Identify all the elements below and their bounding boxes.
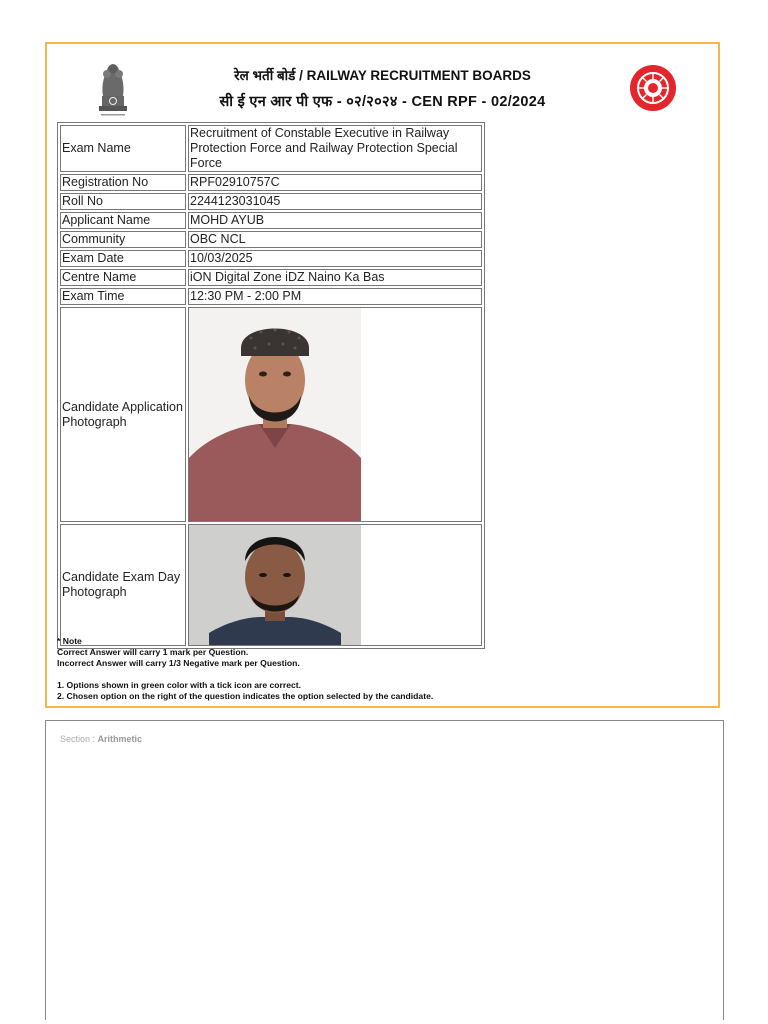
info-value: 12:30 PM - 2:00 PM — [188, 288, 482, 305]
info-value: 2244123031045 — [188, 193, 482, 210]
info-key: Community — [60, 231, 186, 248]
note-line: Correct Answer will carry 1 mark per Question. — [57, 647, 249, 657]
notes-heading: * Note — [57, 636, 82, 646]
info-value: MOHD AYUB — [188, 212, 482, 229]
info-key: Roll No — [60, 193, 186, 210]
table-row — [60, 524, 482, 646]
section-prefix: Section : — [60, 734, 98, 744]
notes-block — [57, 636, 433, 702]
table-row — [60, 193, 482, 210]
photo1-label: Candidate Application Photograph — [60, 307, 186, 522]
exam-day-photo — [189, 525, 361, 645]
table-row — [60, 269, 482, 286]
info-key: Applicant Name — [60, 212, 186, 229]
note-line: 1. Options shown in green color with a tick icon are correct. — [57, 680, 302, 690]
info-key: Exam Name — [60, 125, 186, 172]
info-value: OBC NCL — [188, 231, 482, 248]
section-label — [60, 734, 142, 744]
table-row — [60, 250, 482, 267]
application-photo — [189, 308, 361, 521]
info-value: 10/03/2025 — [188, 250, 482, 267]
info-value: iON Digital Zone iDZ Naino Ka Bas — [188, 269, 482, 286]
application-photo-cell — [188, 307, 482, 522]
board-title: रेल भर्ती बोर्ड / RAILWAY RECRUITMENT BOARDS — [234, 68, 531, 83]
exam-code-title: सी ई एन आर पी एफ - ०२/२०२४ - CEN RPF - 02/2024 — [219, 94, 546, 110]
section-panel — [45, 720, 724, 1020]
table-row — [60, 174, 482, 191]
table-row — [60, 212, 482, 229]
candidate-info-table — [57, 122, 485, 649]
note-line: 2. Chosen option on the right of the question indicates the option selected by the candidate. — [57, 691, 434, 701]
info-key: Registration No — [60, 174, 186, 191]
railway-logo-icon — [629, 64, 677, 112]
info-value: RPF02910757C — [188, 174, 482, 191]
response-sheet-card — [45, 42, 720, 708]
info-key: Centre Name — [60, 269, 186, 286]
table-row — [60, 125, 482, 172]
info-key: Exam Time — [60, 288, 186, 305]
info-value: Recruitment of Constable Executive in Railway Protection Force and Railway Protection Special Force — [188, 125, 482, 172]
exam-day-photo-cell — [188, 524, 482, 646]
note-line: Incorrect Answer will carry 1/3 Negative mark per Question. — [57, 658, 300, 668]
section-name: Arithmetic — [97, 734, 143, 744]
table-row — [60, 288, 482, 305]
table-row — [60, 307, 482, 522]
photo2-label: Candidate Exam Day Photograph — [60, 524, 186, 646]
info-key: Exam Date — [60, 250, 186, 267]
table-row — [60, 231, 482, 248]
